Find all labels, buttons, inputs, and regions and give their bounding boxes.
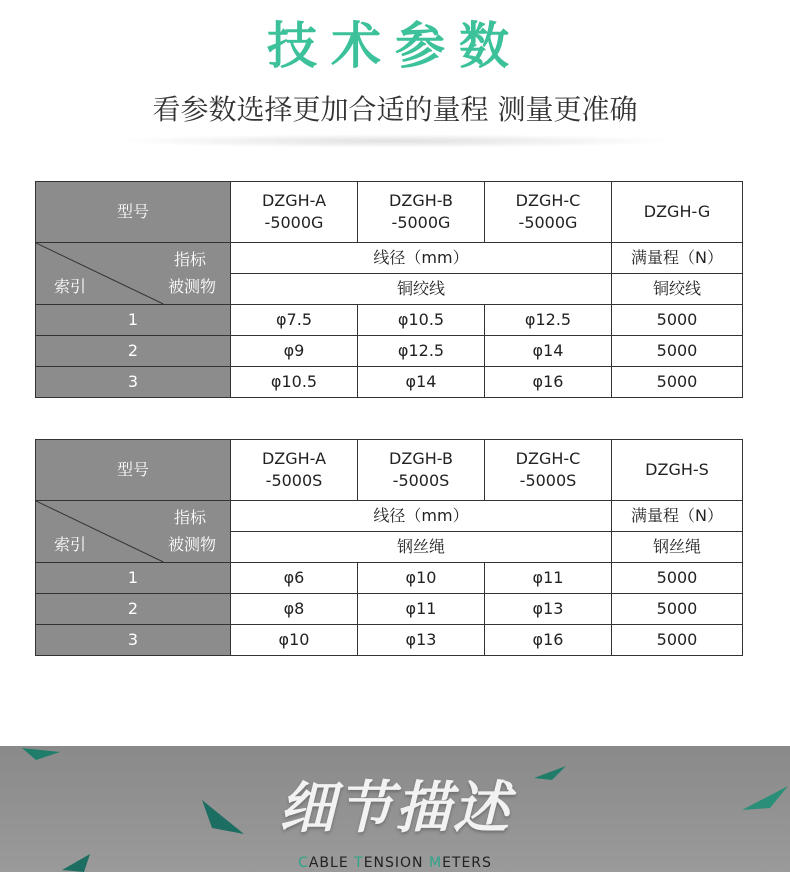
model-name: DZGH-A -5000G — [231, 182, 358, 243]
object-type: 钢丝绳 — [231, 532, 612, 563]
subtitle-word: ABLE — [308, 855, 355, 871]
diagonal-header-cell — [36, 243, 231, 305]
full-range-label: 满量程（N） — [612, 243, 743, 274]
table-cell: φ6 — [231, 563, 358, 594]
index-label: 索引 — [54, 535, 87, 554]
wire-diameter-label: 线径（mm） — [231, 243, 612, 274]
spec-table-copper — [35, 181, 743, 398]
table-row — [36, 305, 743, 336]
table-cell: φ10.5 — [231, 367, 358, 398]
model-name: DZGH-B -5000G — [358, 182, 485, 243]
initial-letter: C — [298, 855, 309, 871]
row-index: 2 — [36, 336, 231, 367]
table-cell: 5000 — [612, 594, 743, 625]
index-label: 索引 — [54, 277, 87, 296]
table-row — [36, 336, 743, 367]
model-name: DZGH-C -5000S — [485, 440, 612, 501]
table-row — [36, 594, 743, 625]
row-index: 1 — [36, 563, 231, 594]
subtitle-word: ETERS — [442, 855, 492, 871]
table-cell: φ16 — [485, 625, 612, 656]
table-cell: φ13 — [358, 625, 485, 656]
table-cell: φ7.5 — [231, 305, 358, 336]
details-banner — [0, 746, 790, 872]
table-cell: φ8 — [231, 594, 358, 625]
initial-letter: M — [428, 855, 443, 871]
table-cell: φ10 — [358, 563, 485, 594]
diagonal-header-cell — [36, 501, 231, 563]
model-label: 型号 — [36, 182, 231, 243]
full-range-label: 满量程（N） — [612, 501, 743, 532]
table-cell: φ11 — [485, 563, 612, 594]
leaf-icon — [22, 746, 62, 762]
table-row — [36, 625, 743, 656]
table-cell: φ13 — [485, 594, 612, 625]
object-type: 钢丝绳 — [612, 532, 743, 563]
table-cell: φ11 — [358, 594, 485, 625]
row-index: 1 — [36, 305, 231, 336]
table-cell: φ10.5 — [358, 305, 485, 336]
table-cell: φ12.5 — [485, 305, 612, 336]
model-label: 型号 — [36, 440, 231, 501]
table-cell: 5000 — [612, 336, 743, 367]
table-cell: φ14 — [358, 367, 485, 398]
model-name: DZGH-G — [612, 182, 743, 243]
model-name: DZGH-A -5000S — [231, 440, 358, 501]
model-name: DZGH-S — [612, 440, 743, 501]
measured-object-label: 被测物 — [167, 535, 216, 554]
table-cell: φ12.5 — [358, 336, 485, 367]
page-title: 技术参数 — [267, 17, 523, 75]
table-cell: φ10 — [231, 625, 358, 656]
table-cell: φ9 — [231, 336, 358, 367]
page-subtitle: 看参数选择更加合适的量程 测量更准确 — [152, 93, 638, 126]
row-index: 3 — [36, 367, 231, 398]
indicator-label: 指标 — [173, 250, 206, 269]
measured-object-label: 被测物 — [167, 277, 216, 296]
table-row-spec — [36, 243, 743, 274]
model-name: DZGH-B -5000S — [358, 440, 485, 501]
initial-letter: T — [354, 855, 364, 871]
table-row — [36, 563, 743, 594]
table-cell: 5000 — [612, 625, 743, 656]
object-type: 铜绞线 — [612, 274, 743, 305]
table-row-models — [36, 440, 743, 501]
table-cell: 5000 — [612, 367, 743, 398]
object-type: 铜绞线 — [231, 274, 612, 305]
row-index: 2 — [36, 594, 231, 625]
subtitle-word: ENSION — [363, 855, 429, 871]
banner-subtitle — [0, 854, 790, 872]
table-row-models — [36, 182, 743, 243]
table-row — [36, 367, 743, 398]
table-cell: 5000 — [612, 563, 743, 594]
spec-table-steel — [35, 439, 743, 656]
table-cell: 5000 — [612, 305, 743, 336]
wire-diameter-label: 线径（mm） — [231, 501, 612, 532]
table-cell: φ14 — [485, 336, 612, 367]
row-index: 3 — [36, 625, 231, 656]
model-name: DZGH-C -5000G — [485, 182, 612, 243]
table-row-spec — [36, 501, 743, 532]
indicator-label: 指标 — [173, 508, 206, 527]
subtitle-shadow — [110, 134, 680, 148]
table-cell: φ16 — [485, 367, 612, 398]
banner-title: 细节描述 — [279, 776, 511, 841]
